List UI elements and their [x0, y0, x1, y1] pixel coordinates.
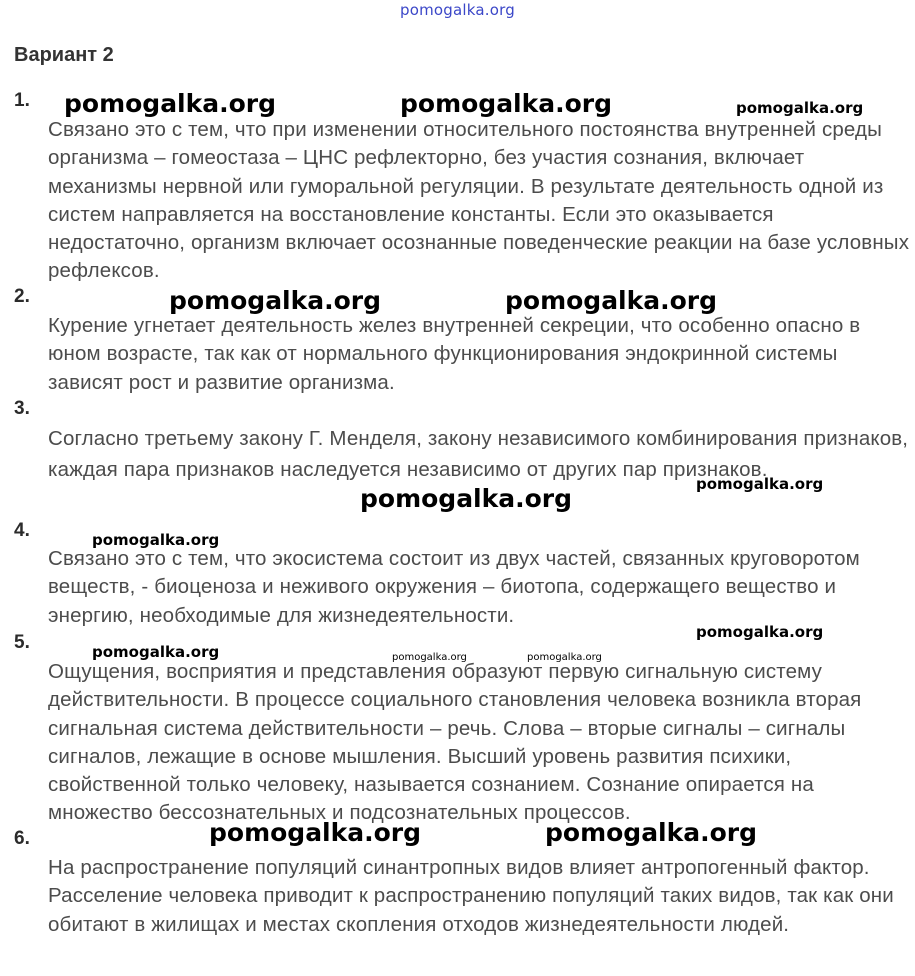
answer-number-4: 4.: [14, 520, 30, 541]
watermark: pomogalka.org: [696, 475, 824, 493]
watermark: pomogalka.org: [505, 286, 718, 315]
watermark: pomogalka.org: [545, 818, 758, 847]
answer-text-1: Связано это с тем, что при изменении относительного постоянства внутренней среды организма – гомеостаза – ЦНС рефлекторно, без участия сознания, включает механизмы нервной или гуморальной регуляции. В результате деятельность одной из систем направляется на восстановление константы. Если это оказывается недостаточно, организм включает осознанные поведенческие реакции на базе условных рефлексов.: [48, 118, 910, 283]
watermark: pomogalka.org: [696, 623, 824, 641]
answer-number-6: 6.: [14, 828, 30, 849]
watermark: pomogalka.org: [209, 818, 422, 847]
watermark: pomogalka.org: [527, 652, 602, 663]
answer-text-6: На распространение популяций синантропных видов влияет антропогенный фактор. Расселение человека приводит к распространению популяций таких видов, так как они обитают в жилищах и местах скопления отходов жизнедеятельности людей.: [48, 856, 894, 936]
header-watermark: pomogalka.org: [400, 1, 515, 19]
answer-number-3: 3.: [14, 398, 30, 419]
watermark: pomogalka.org: [392, 652, 467, 663]
answer-number-1: 1.: [14, 90, 30, 111]
watermark: pomogalka.org: [736, 99, 864, 117]
watermark: pomogalka.org: [92, 531, 220, 549]
watermark: pomogalka.org: [400, 89, 613, 118]
answer-text-3: Согласно третьему закону Г. Менделя, закону независимого комбинирования признаков, каждая пара признаков наследуется независимо от других пар признаков.: [48, 427, 909, 481]
answer-text-2: Курение угнетает деятельность желез внутренней секреции, что особенно опасно в юном возрасте, так как от нормального функционирования эндокринной системы зависят рост и развитие организма.: [48, 314, 861, 394]
answer-number-2: 2.: [14, 286, 30, 307]
watermark: pomogalka.org: [92, 643, 220, 661]
answer-text-5: Ощущения, восприятия и представления образуют первую сигнальную систему действительности. В процессе социального становления человека возникла вторая сигнальная система действительности – речь. Слова – вторые сигналы – сигналы сигналов, лежащие в основе мышления. Высший уровень развития психики, свойственной только человеку, называется сознанием. Сознание опирается на множество бессознательных и подсознательных процессов.: [48, 660, 862, 825]
page-title: Вариант 2: [14, 44, 114, 66]
watermark: pomogalka.org: [64, 89, 277, 118]
answer-number-5: 5.: [14, 632, 30, 653]
watermark: pomogalka.org: [360, 484, 573, 513]
answer-text-4: Связано это с тем, что экосистема состоит из двух частей, связанных круговоротом веществ, - биоценоза и неживого окружения – биотопа, содержащего вещество и энергию, необходимые для жизнедеятельности.: [48, 547, 860, 627]
watermark: pomogalka.org: [169, 286, 382, 315]
